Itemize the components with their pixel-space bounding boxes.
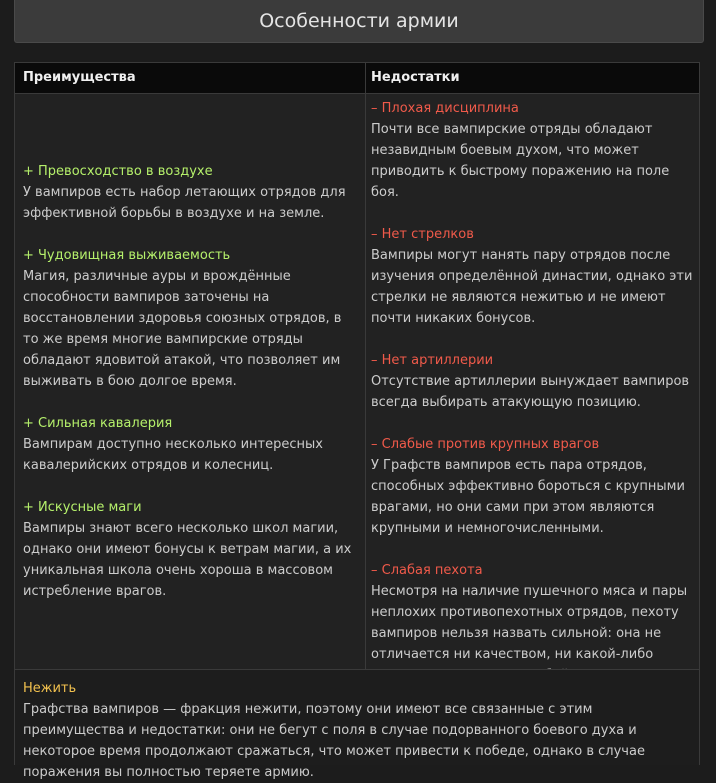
disadvantage-item: [371, 98, 693, 203]
disadvantage-item: [371, 434, 693, 539]
advantage-title: + Чудовищная выживаемость: [23, 248, 231, 263]
advantage-item: [23, 161, 359, 224]
disadvantage-item: [371, 560, 693, 686]
disadvantage-title: – Плохая дисциплина: [371, 101, 519, 116]
disadvantage-title: – Нет стрелков: [371, 227, 474, 242]
disadvantages-column: [371, 94, 693, 686]
disadvantage-title: – Слабая пехота: [371, 563, 483, 578]
disadvantage-item: [371, 350, 693, 413]
disadvantage-item: [371, 224, 693, 329]
advantage-item: [23, 497, 359, 602]
disadvantage-text: Несмотря на наличие пушечного мяса и пары неплохих противопехотных отрядов, пехоту вампиров нельзя назвать сильной: она не отличается ни качеством, ни какой-либо: [371, 584, 688, 662]
table-header: [15, 63, 699, 94]
page-title: Особенности армии: [14, 0, 704, 43]
advantage-text: У вампиров есть набор летающих отрядов для эффективной борьбы в воздухе и на земле.: [23, 185, 346, 221]
column-divider: [365, 63, 366, 669]
advantages-column: [23, 94, 359, 669]
disadvantage-text: У Графств вампиров есть пара отрядов, способных эффективно бороться с крупными врагами, но они сами при этом являются крупными и немногочисленными.: [371, 458, 685, 536]
undead-note: [15, 669, 699, 780]
advantage-text: Магия, различные ауры и врождённые способности вампиров заточены на восстановлении здоровья союзных отрядов, в то же время многие вампирские отряды обладают ядовитой атакой, что позволяет им выживать в бою долгое время.: [23, 269, 342, 389]
advantage-item: [23, 245, 359, 392]
disadvantage-text: Вампиры могут нанять пару отрядов после изучения определённой династии, однако эти стрелки не являются нежитью и не имеют почти никаких бонусов.: [371, 248, 693, 326]
header-disadvantages: Недостатки: [371, 70, 460, 85]
advantage-title: + Сильная кавалерия: [23, 416, 173, 431]
army-features-table: [14, 62, 700, 780]
undead-note-text: Графства вампиров — фракция нежити, поэтому они имеют все связанные с этим преимущества и недостатки: они не бегут с поля в случае подорванного боевого духа и некоторое время продолжают сражаться, что может привести к победе, однако в случае поражения вы полностью теряете армию.: [23, 702, 645, 780]
advantage-title: + Превосходство в воздухе: [23, 164, 213, 179]
disadvantage-title: – Слабые против крупных врагов: [371, 437, 600, 452]
advantage-item: [23, 413, 359, 476]
advantage-text: Вампиры знают всего несколько школ магии, однако они имеют бонусы к ветрам магии, а их уникальная школа очень хороша в массовом истребление врагов.: [23, 521, 352, 599]
undead-note-title: Нежить: [23, 681, 77, 696]
disadvantage-text: Почти все вампирские отряды обладают незавидным боевым духом, что может приводить к быстрому поражению на поле боя.: [371, 122, 670, 200]
advantage-text: Вампирам доступно несколько интересных кавалерийских отрядов и колесниц.: [23, 437, 323, 473]
advantage-title: + Искусные маги: [23, 500, 142, 515]
disadvantage-text: Отсутствие артиллерии вынуждает вампиров всегда выбирать атакующую позицию.: [371, 374, 690, 410]
disadvantage-title: – Нет артиллерии: [371, 353, 494, 368]
header-advantages: Преимущества: [23, 70, 136, 85]
